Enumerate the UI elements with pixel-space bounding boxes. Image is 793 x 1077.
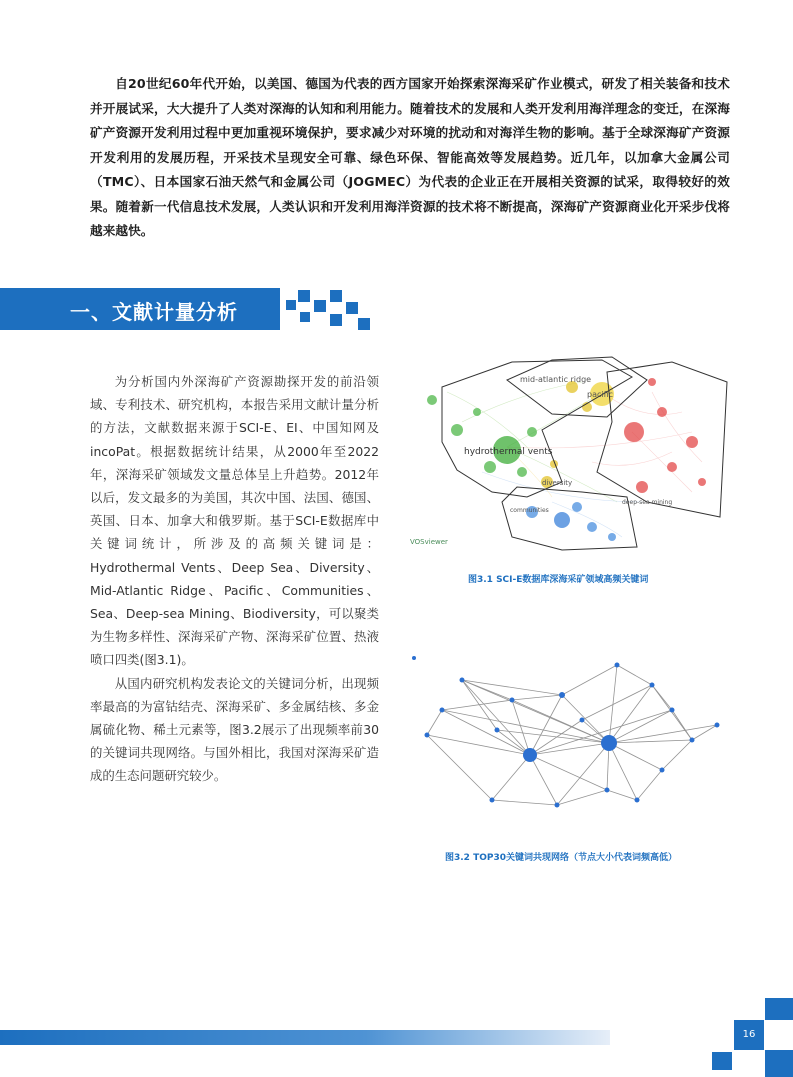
label-hydrothermal: hydrothermal vents — [464, 447, 553, 457]
page-number: 16 — [742, 1029, 756, 1040]
label-communities: communities — [510, 507, 549, 514]
figure1-caption: 图3.1 SCI-E数据库深海采矿领域高频关键词 — [468, 575, 649, 585]
label-mid-atlantic: mid-atlantic ridge — [520, 375, 592, 384]
decorative-square — [346, 302, 358, 314]
section-title: 一、文献计量分析 — [70, 300, 238, 324]
decorative-square — [765, 1050, 793, 1077]
decorative-square — [300, 312, 310, 322]
figure2-caption: 图3.2 TOP30关键词共现网络（节点大小代表词频高低） — [445, 853, 677, 863]
body-paragraph-2: 从国内研究机构发表论文的关键词分析，出现频率最高的为富钴结壳、深海采矿、多金属结核、多金属硫化物、稀土元素等，图3.2展示了出现频率前30的关键词共现网络。与国外相比，我国对深海采矿造成的生态问题研究较少。 — [90, 675, 379, 784]
decorative-square — [298, 290, 310, 302]
label-pacific: pacific — [587, 390, 614, 399]
cooccurrence-network-figure — [402, 640, 732, 830]
body-text — [90, 370, 379, 788]
decorative-square — [330, 290, 342, 302]
decorative-square — [712, 1052, 732, 1070]
decorative-square — [765, 998, 793, 1020]
decorative-square — [286, 300, 296, 310]
decorative-square — [358, 318, 370, 330]
label-deep-sea-mining: deep-sea mining — [622, 499, 673, 506]
label-diversity: diversity — [542, 479, 573, 487]
footer-bar — [0, 1030, 610, 1045]
body-paragraph-1: 为分析国内外深海矿产资源勘探开发的前沿领域、专利技术、研究机构，本报告采用文献计量分析的方法，文献数据来源于SCI-E、EI、中国知网及incoPat。根据数据统计结果，从2000年至2022年，深海采矿领域发文量总体呈上升趋势。2012年以后，发文最多的为美国，其次中国、法国、德国、英国、日本、加拿大和俄罗斯。基于SCI-E数据库中关键词统计，所涉及的高频关键词是：Hydrothermal Vents、Deep Sea、Diversity、Mid-Atlantic Ridge、Pacific、Communities、Sea、Deep-sea Mining、Biodiversity，可以聚类为生物多样性、深海采矿产物、深海采矿位置、热液喷口四类(图3.1)。 — [90, 374, 379, 668]
vosviewer-logo: VOSviewer — [410, 538, 448, 546]
decorative-square — [314, 300, 326, 312]
keyword-cluster-figure — [402, 352, 732, 557]
intro-paragraph: 自20世纪60年代开始，以美国、德国为代表的西方国家开始探索深海采矿作业模式，研发了相关装备和技术并开展试采，大大提升了人类对深海的认知和利用能力。随着技术的发展和人类开发利用海洋理念的变迁，在深海矿产资源开发利用过程中更加重视环境保护，要求减少对环境的扰动和对海洋生物的影响。基于全球深海矿产资源开发利用的发展历程，开采技术呈现安全可靠、绿色环保、智能高效等发展趋势。近几年，以加拿大金属公司（TMC）、日本国家石油天然气和金属公司（JOGMEC）为代表的企业正在开展相关资源的试采，取得较好的效果。随着新一代信息技术发展，人类认识和开发利用海洋资源的技术将不断提高，深海矿产资源商业化开采步伐将越来越快。 — [90, 76, 730, 238]
decorative-square — [330, 314, 342, 326]
